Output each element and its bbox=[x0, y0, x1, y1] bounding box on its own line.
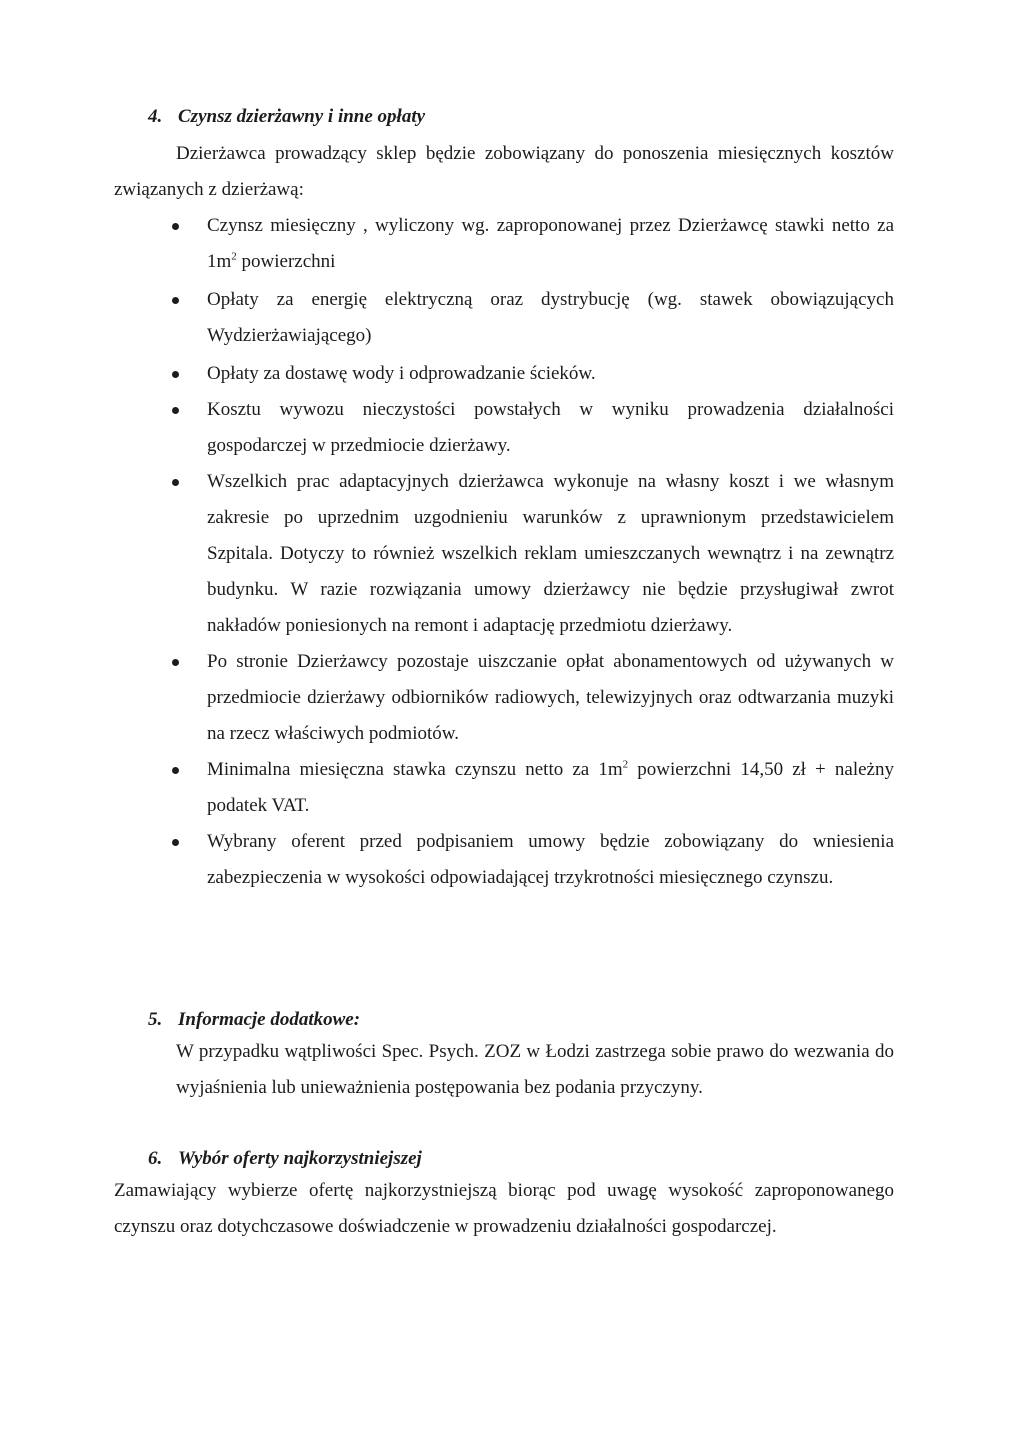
bullet-dot bbox=[172, 767, 179, 774]
bullet-dot bbox=[172, 407, 179, 414]
section-6-title: Wybór oferty najkorzystniejszej bbox=[178, 1148, 422, 1169]
bullet-item: Wszelkich prac adaptacyjnych dzierżawca wykonuje na własny koszt i we własnym zakresie po uprzednim uzgodnieniu warunków z uprawnionym przedstawicielem Szpitala. Dotyczy to również wszelkich reklam umieszczanych wewnątrz i na zewnątrz budynku. W razie rozwiązania umowy dzierżawcy nie będzie przysługiwał zwrot nakładów poniesionych na remont i adaptację przedmiotu dzierżawy. bbox=[168, 464, 894, 644]
section-6-heading bbox=[148, 1148, 422, 1170]
section-4-title: Czynsz dzierżawny i inne opłaty bbox=[178, 106, 426, 127]
section-6-text: Zamawiający wybierze ofertę najkorzystniejszą biorąc pod uwagę wysokość zaproponowanego czynszu oraz dotychczasowe doświadczenie w prowadzeniu działalności gospodarczej. bbox=[114, 1180, 894, 1237]
section-5-title: Informacje dodatkowe: bbox=[178, 1009, 361, 1030]
section-5-number: 5. bbox=[148, 1009, 163, 1030]
bullet-dot bbox=[172, 223, 179, 230]
bullet-dot bbox=[172, 479, 179, 486]
section-5-text: W przypadku wątpliwości Spec. Psych. ZOZ w Łodzi zastrzega sobie prawo do wezwania do wyjaśnienia lub unieważnienia postępowania bez podania przyczyny. bbox=[176, 1041, 894, 1098]
section-4-intro: Dzierżawca prowadzący sklep będzie zobowiązany do ponoszenia miesięcznych kosztów związanych z dzierżawą: bbox=[114, 143, 894, 200]
section-4-heading bbox=[148, 106, 425, 128]
bullet-dot bbox=[172, 839, 179, 846]
bullet-item: Opłaty za energię elektryczną oraz dystrybucję (wg. stawek obowiązujących Wydzierżawiającego) bbox=[168, 282, 894, 354]
section-5-heading bbox=[148, 1009, 360, 1031]
bullet-item: Opłaty za dostawę wody i odprowadzanie ścieków. bbox=[168, 356, 894, 392]
section-4-number: 4. bbox=[148, 106, 163, 127]
bullet-item: Wybrany oferent przed podpisaniem umowy będzie zobowiązany do wniesienia zabezpieczenia w wysokości odpowiadającej trzykrotności miesięcznego czynszu. bbox=[168, 824, 894, 896]
section-6-number: 6. bbox=[148, 1148, 163, 1169]
bullet-dot bbox=[172, 659, 179, 666]
bullet-item: Minimalna miesięczna stawka czynszu netto za $1m^2$ powierzchni 14,50 zł + należny podatek VAT. bbox=[168, 752, 894, 824]
bullet-item: Po stronie Dzierżawcy pozostaje uiszczanie opłat abonamentowych od używanych w przedmiocie dzierżawy odbiorników radiowych, telewizyjnych oraz odtwarzania muzyki na rzecz właściwych podmiotów. bbox=[168, 644, 894, 752]
bullet-item: Czynsz miesięczny , wyliczony wg. zaproponowanej przez Dzierżawcę stawki netto za $1m^2$ powierzchni bbox=[168, 208, 894, 280]
bullet-dot bbox=[172, 371, 179, 378]
bullet-item: Kosztu wywozu nieczystości powstałych w wyniku prowadzenia działalności gospodarczej w przedmiocie dzierżawy. bbox=[168, 392, 894, 464]
fees-bullet-list bbox=[168, 208, 894, 896]
bullet-dot bbox=[172, 297, 179, 304]
